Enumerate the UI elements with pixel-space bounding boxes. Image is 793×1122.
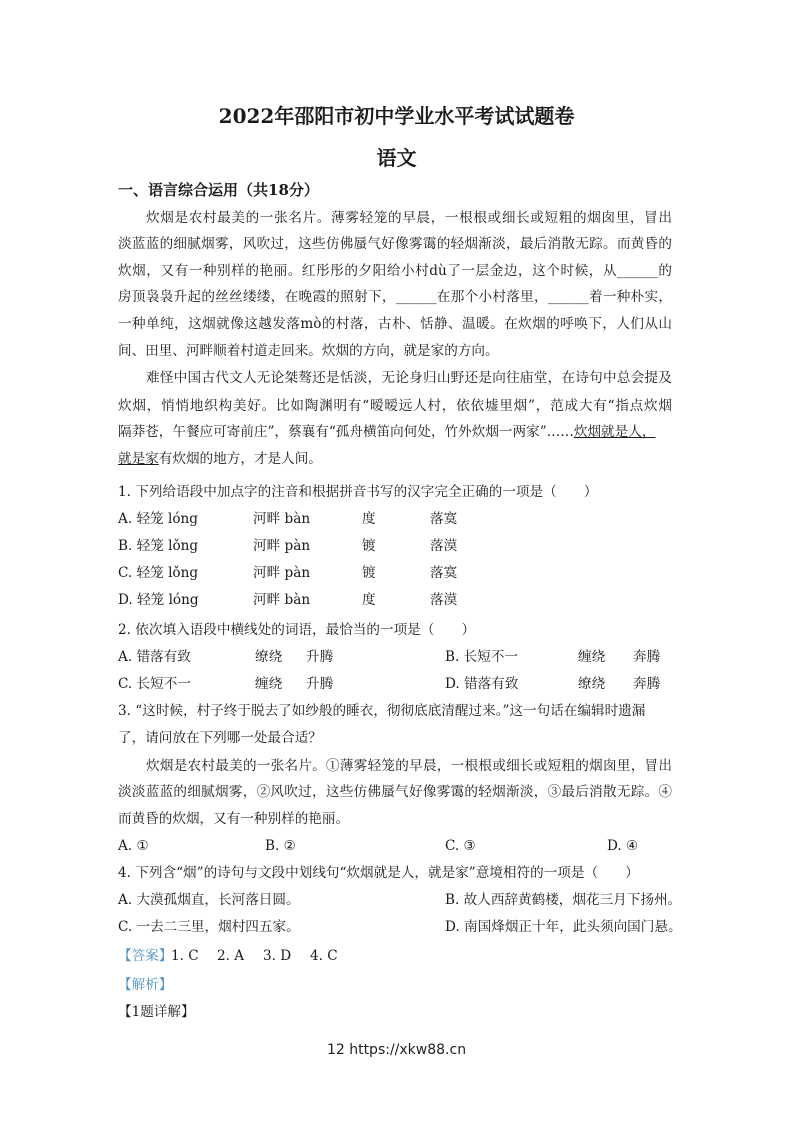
underlined-sentence: 炊烟就是人， xyxy=(573,424,656,440)
option-text: D. 错落有致 xyxy=(445,676,519,692)
option-text: A. 轻笼 lóng xyxy=(118,511,198,527)
option-text: 奔腾 xyxy=(633,649,661,665)
question-2-stem: 2. 依次填入语段中横线处的词语，最恰当的一项是（ ） xyxy=(118,622,476,638)
question-4-stem: 4. 下列含“烟”的诗句与文段中划线句“炊烟就是人，就是家”意境相符的一项是（ ） xyxy=(118,865,639,881)
option-text: 落寞 xyxy=(430,511,458,527)
answer-item: 4. C xyxy=(310,948,338,964)
option-text: 缠绕 xyxy=(578,649,606,665)
detail-label: 【1题详解】 xyxy=(118,1004,195,1020)
option-text: A. ① xyxy=(118,838,149,854)
passage-text: 有炊烟的地方，才是人间。 xyxy=(158,451,322,467)
option-text: 缭绕 xyxy=(578,676,606,692)
passage-text: 隔莽苍，午餐应可寄前庄”，蔡襄有“孤舟横笛向何处，竹外炊烟一两家”…… xyxy=(118,424,574,440)
question-3-stem: 3. “这时候，村子终于脱去了如纱般的睡衣，彻彻底底清醒过来。”这一句话在编辑时遗漏 xyxy=(118,703,646,719)
passage-line: 间、田里、河畔顺着村道走回来。炊烟的方向，就是家的方向。 xyxy=(118,343,499,359)
passage-line: 难怪中国古代文人无论桀骜还是恬淡，无论身归山野还是向往庙堂，在诗句中总会提及 xyxy=(146,370,672,386)
underlined-sentence: 就是家 xyxy=(118,451,159,467)
option-text: D. 南国烽烟正十年，此头须向国门悬。 xyxy=(445,919,682,935)
option-text: 河畔 pàn xyxy=(253,538,311,554)
page-footer: 12 https://xkw88.cn xyxy=(326,1042,467,1058)
section-heading: 一、语言综合运用（共18分） xyxy=(118,181,319,199)
option-text: A. 错落有致 xyxy=(118,649,191,665)
option-text: 缠绕 xyxy=(255,676,283,692)
option-text: C. 长短不一 xyxy=(118,676,191,692)
option-text: 度 xyxy=(362,592,376,608)
option-text: 镀 xyxy=(362,565,376,581)
option-text: 升腾 xyxy=(306,649,334,665)
option-text: 河畔 bàn xyxy=(253,511,311,527)
q3-passage-line: 炊烟是农村最美的一张名片。①薄雾轻笼的早晨，一根根或细长或短粗的烟囱里，冒出 xyxy=(146,758,672,774)
option-text: 落漠 xyxy=(430,592,458,608)
passage-line: 炊烟，悄悄地织构美好。比如陶渊明有“暧暧远人村，依依墟里烟”，范成大有“指点炊烟 xyxy=(118,398,672,414)
option-text: 落漠 xyxy=(430,538,458,554)
passage-line: 淡蓝蓝的细腻烟雾，风吹过，这些仿佛蜃气好像雾霭的轻烟渐淡，最后消散无踪。而黄昏的 xyxy=(118,236,672,252)
option-text: 河畔 pàn xyxy=(253,565,311,581)
question-3-stem: 了，请问放在下列哪一处最合适？ xyxy=(118,730,322,746)
subject-title: 语文 xyxy=(376,146,417,170)
option-text: C. 一去二三里，烟村四五家。 xyxy=(118,919,300,935)
passage-line: 房顶袅袅升起的丝丝缕缕，在晚霞的照射下，______在那个小村落里，______着一种朴实， xyxy=(118,289,672,305)
answer-item: 3. D xyxy=(263,948,292,964)
option-text: 镀 xyxy=(362,538,376,554)
option-text: 缭绕 xyxy=(255,649,283,665)
q3-passage-line: 而黄昏的炊烟，又有一种别样的艳丽。 xyxy=(118,811,350,827)
answer-item: 2. A xyxy=(217,948,245,964)
option-text: D. 轻笼 lóng xyxy=(118,592,199,608)
passage-line: 一种单纯，这烟就像这越发落mò的村落，古朴、恬静、温暖。在炊烟的呼唤下，人们从山 xyxy=(118,316,672,332)
option-text: C. 轻笼 lǒng xyxy=(118,565,199,581)
option-text: 度 xyxy=(362,511,376,527)
question-1-stem: 1. 下列给语段中加点字的注音和根据拼音书写的汉字完全正确的一项是（ ） xyxy=(118,484,598,500)
option-text: B. 故人西辞黄鹤楼，烟花三月下扬州。 xyxy=(445,892,682,908)
q3-passage-line: 淡淡蓝蓝的细腻烟雾，②风吹过，这些仿佛蜃气好像雾霭的轻烟渐淡，③最后消散无踪。④ xyxy=(118,784,672,800)
option-text: B. 轻笼 lǒng xyxy=(118,538,199,554)
option-text: 升腾 xyxy=(306,676,334,692)
option-text: A. 大漠孤烟直，长河落日圆。 xyxy=(118,892,300,908)
answer-item: 1. C xyxy=(171,948,199,964)
option-text: B. 长短不一 xyxy=(445,649,519,665)
option-text: 落寞 xyxy=(430,565,458,581)
passage-line xyxy=(118,422,672,442)
analysis-label: 【解析】 xyxy=(118,977,173,993)
option-text: 河畔 bàn xyxy=(253,592,311,608)
option-text: C. ③ xyxy=(445,838,476,854)
passage-line: 炊烟是农村最美的一张名片。薄雾轻笼的早晨，一根根或细长或短粗的烟囱里，冒出 xyxy=(146,210,672,226)
option-text: 奔腾 xyxy=(633,676,661,692)
answer-label: 【答案】 xyxy=(118,948,173,964)
option-text: B. ② xyxy=(265,838,296,854)
page-title: 2022年邵阳市初中学业水平考试试题卷 xyxy=(218,104,575,128)
passage-line xyxy=(118,449,672,469)
option-text: D. ④ xyxy=(607,838,639,854)
passage-line: 炊烟，又有一种别样的艳丽。红彤彤的夕阳给小村dù了一层金边，这个时候，从______的 xyxy=(118,263,672,279)
